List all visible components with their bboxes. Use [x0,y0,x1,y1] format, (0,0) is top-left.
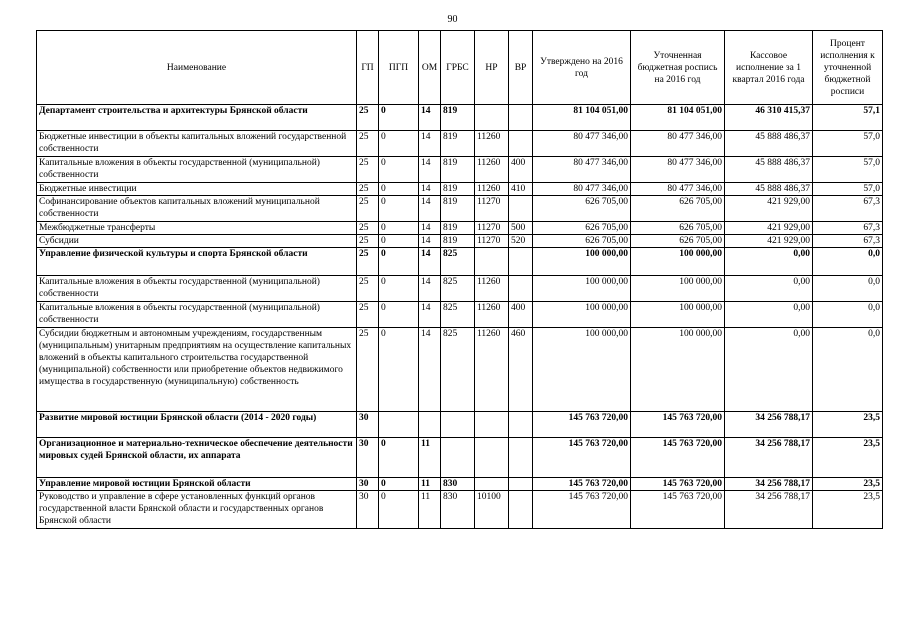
cell-gp: 25 [357,131,379,157]
cell-vr: 500 [509,222,533,235]
col-percent-header: Процент исполнения к уточненной бюджетной росписи [813,31,883,105]
cell-percent: 0,0 [813,302,883,328]
cell-grbs: 819 [441,157,475,183]
cell-om: 14 [419,276,441,302]
cell-cash: 0,00 [725,302,813,328]
cell-refined: 80 477 346,00 [631,131,725,157]
cell-grbs: 819 [441,222,475,235]
cell-grbs: 819 [441,131,475,157]
col-refined-header: Уточненная бюджетная роспись на 2016 год [631,31,725,105]
table-row [37,131,883,157]
cell-nr: 11260 [475,157,509,183]
table-row [37,328,883,412]
cell-percent: 0,0 [813,248,883,276]
cell-approved: 626 705,00 [533,196,631,222]
cell-name: Руководство и управление в сфере установленных функций органов государственной власти Брянской области и государственных органов Брянской области [37,491,357,529]
cell-pgp: 0 [379,196,419,222]
cell-om: 14 [419,105,441,131]
cell-om: 11 [419,491,441,529]
cell-pgp: 0 [379,248,419,276]
table-row [37,438,883,478]
cell-refined: 80 477 346,00 [631,183,725,196]
cell-percent: 0,0 [813,328,883,412]
cell-gp: 25 [357,105,379,131]
cell-vr [509,412,533,438]
cell-om: 14 [419,157,441,183]
cell-refined: 145 763 720,00 [631,478,725,491]
cell-name: Межбюджетные трансферты [37,222,357,235]
cell-cash: 0,00 [725,328,813,412]
cell-nr: 11260 [475,183,509,196]
page-number: 90 [447,14,458,25]
cell-nr: 11260 [475,328,509,412]
cell-percent: 57,0 [813,157,883,183]
cell-gp: 25 [357,196,379,222]
cell-nr: 11270 [475,235,509,248]
col-name-header: Наименование [37,31,357,105]
cell-grbs: 830 [441,491,475,529]
cell-om: 14 [419,131,441,157]
cell-cash: 0,00 [725,276,813,302]
table-row [37,276,883,302]
cell-name: Развитие мировой юстиции Брянской области (2014 - 2020 годы) [37,412,357,438]
cell-approved: 80 477 346,00 [533,157,631,183]
cell-nr: 11260 [475,302,509,328]
cell-cash: 45 888 486,37 [725,183,813,196]
table-row [37,222,883,235]
cell-gp: 25 [357,183,379,196]
cell-nr: 11270 [475,222,509,235]
cell-nr [475,412,509,438]
cell-om [419,412,441,438]
cell-cash: 421 929,00 [725,196,813,222]
cell-vr: 520 [509,235,533,248]
cell-approved: 626 705,00 [533,222,631,235]
cell-cash: 421 929,00 [725,235,813,248]
cell-grbs: 819 [441,183,475,196]
cell-vr [509,105,533,131]
cell-pgp: 0 [379,276,419,302]
table-row [37,183,883,196]
cell-cash: 34 256 788,17 [725,478,813,491]
cell-gp: 30 [357,491,379,529]
cell-pgp: 0 [379,183,419,196]
cell-vr [509,248,533,276]
cell-nr: 10100 [475,491,509,529]
cell-gp: 25 [357,235,379,248]
cell-grbs: 819 [441,105,475,131]
cell-name: Бюджетные инвестиции в объекты капитальных вложений государственной собственности [37,131,357,157]
cell-vr: 410 [509,183,533,196]
cell-refined: 80 477 346,00 [631,157,725,183]
cell-gp: 25 [357,276,379,302]
cell-pgp: 0 [379,302,419,328]
cell-cash: 34 256 788,17 [725,412,813,438]
cell-grbs: 825 [441,328,475,412]
col-cash-header: Кассовое исполнение за 1 квартал 2016 года [725,31,813,105]
cell-name: Управление мировой юстиции Брянской области [37,478,357,491]
col-approved-header: Утверждено на 2016 год [533,31,631,105]
cell-gp: 25 [357,157,379,183]
cell-cash: 34 256 788,17 [725,491,813,529]
cell-vr: 460 [509,328,533,412]
budget-table [36,30,883,529]
cell-grbs: 825 [441,276,475,302]
cell-nr: 11260 [475,276,509,302]
table-row [37,157,883,183]
cell-name: Департамент строительства и архитектуры Брянской области [37,105,357,131]
cell-percent: 23,5 [813,412,883,438]
cell-approved: 80 477 346,00 [533,183,631,196]
cell-cash: 46 310 415,37 [725,105,813,131]
cell-percent: 0,0 [813,276,883,302]
cell-refined: 626 705,00 [631,222,725,235]
cell-refined: 100 000,00 [631,302,725,328]
cell-percent: 23,5 [813,438,883,478]
cell-pgp: 0 [379,328,419,412]
cell-name: Капитальные вложения в объекты государственной (муниципальной) собственности [37,302,357,328]
table-row [37,412,883,438]
cell-percent: 67,3 [813,222,883,235]
cell-grbs: 819 [441,196,475,222]
cell-grbs [441,412,475,438]
cell-om: 14 [419,328,441,412]
cell-percent: 67,3 [813,235,883,248]
cell-name: Софинансирование объектов капитальных вложений муниципальной собственности [37,196,357,222]
cell-percent: 23,5 [813,491,883,529]
cell-refined: 626 705,00 [631,235,725,248]
cell-name: Капитальные вложения в объекты государственной (муниципальной) собственности [37,157,357,183]
table-row [37,491,883,529]
col-grbs-header: ГРБС [441,31,475,105]
cell-approved: 100 000,00 [533,276,631,302]
table-row [37,302,883,328]
cell-vr [509,276,533,302]
cell-approved: 100 000,00 [533,302,631,328]
cell-refined: 100 000,00 [631,276,725,302]
cell-gp: 30 [357,478,379,491]
col-vr-header: ВР [509,31,533,105]
cell-approved: 145 763 720,00 [533,478,631,491]
cell-cash: 0,00 [725,248,813,276]
cell-om: 11 [419,478,441,491]
table-row [37,235,883,248]
cell-pgp: 0 [379,131,419,157]
cell-nr [475,105,509,131]
cell-name: Организационное и материально-техническое обеспечение деятельности мировых судей Брянской области, их аппарата [37,438,357,478]
cell-nr [475,438,509,478]
cell-percent: 57,0 [813,131,883,157]
cell-pgp [379,412,419,438]
table-header-row [37,31,883,105]
cell-approved: 100 000,00 [533,248,631,276]
col-pgp-header: ПГП [379,31,419,105]
cell-vr: 400 [509,302,533,328]
cell-cash: 45 888 486,37 [725,157,813,183]
table-row [37,478,883,491]
cell-nr [475,478,509,491]
cell-grbs: 819 [441,235,475,248]
cell-approved: 145 763 720,00 [533,438,631,478]
cell-pgp: 0 [379,105,419,131]
cell-gp: 25 [357,248,379,276]
cell-om: 14 [419,248,441,276]
cell-om: 14 [419,302,441,328]
cell-gp: 25 [357,302,379,328]
cell-pgp: 0 [379,157,419,183]
col-gp-header: ГП [357,31,379,105]
cell-refined: 81 104 051,00 [631,105,725,131]
cell-approved: 81 104 051,00 [533,105,631,131]
cell-refined: 145 763 720,00 [631,491,725,529]
cell-grbs: 825 [441,248,475,276]
cell-approved: 80 477 346,00 [533,131,631,157]
cell-percent: 57,0 [813,183,883,196]
table-row [37,248,883,276]
cell-percent: 67,3 [813,196,883,222]
cell-vr [509,478,533,491]
cell-om: 14 [419,183,441,196]
cell-approved: 145 763 720,00 [533,412,631,438]
cell-gp: 30 [357,412,379,438]
cell-pgp: 0 [379,235,419,248]
cell-om: 14 [419,235,441,248]
cell-cash: 34 256 788,17 [725,438,813,478]
cell-gp: 30 [357,438,379,478]
cell-pgp: 0 [379,222,419,235]
cell-approved: 100 000,00 [533,328,631,412]
table-row [37,105,883,131]
cell-om: 11 [419,438,441,478]
table-row [37,196,883,222]
cell-approved: 145 763 720,00 [533,491,631,529]
cell-grbs [441,438,475,478]
cell-grbs: 825 [441,302,475,328]
cell-gp: 25 [357,328,379,412]
cell-approved: 626 705,00 [533,235,631,248]
col-om-header: ОМ [419,31,441,105]
cell-vr: 400 [509,157,533,183]
cell-om: 14 [419,196,441,222]
cell-pgp: 0 [379,438,419,478]
cell-vr [509,438,533,478]
cell-refined: 145 763 720,00 [631,438,725,478]
cell-refined: 626 705,00 [631,196,725,222]
cell-vr [509,491,533,529]
cell-om: 14 [419,222,441,235]
cell-name: Субсидии [37,235,357,248]
cell-name: Субсидии бюджетным и автономным учреждениям, государственным (муниципальным) унитарным предприятиям на осуществление капитальных вложений в объекты капитального строительства государственной (муниципальной) собственности или приобретение объектов недвижимого имущества в государственную (муниципальную) собственность [37,328,357,412]
cell-nr: 11270 [475,196,509,222]
col-nr-header: НР [475,31,509,105]
cell-percent: 57,1 [813,105,883,131]
cell-name: Капитальные вложения в объекты государственной (муниципальной) собственности [37,276,357,302]
cell-gp: 25 [357,222,379,235]
cell-nr [475,248,509,276]
cell-nr: 11260 [475,131,509,157]
cell-pgp: 0 [379,478,419,491]
cell-refined: 100 000,00 [631,328,725,412]
cell-vr [509,196,533,222]
cell-grbs: 830 [441,478,475,491]
cell-cash: 45 888 486,37 [725,131,813,157]
cell-refined: 145 763 720,00 [631,412,725,438]
cell-cash: 421 929,00 [725,222,813,235]
cell-pgp: 0 [379,491,419,529]
cell-name: Управление физической культуры и спорта Брянской области [37,248,357,276]
cell-vr [509,131,533,157]
cell-percent: 23,5 [813,478,883,491]
cell-name: Бюджетные инвестиции [37,183,357,196]
cell-refined: 100 000,00 [631,248,725,276]
